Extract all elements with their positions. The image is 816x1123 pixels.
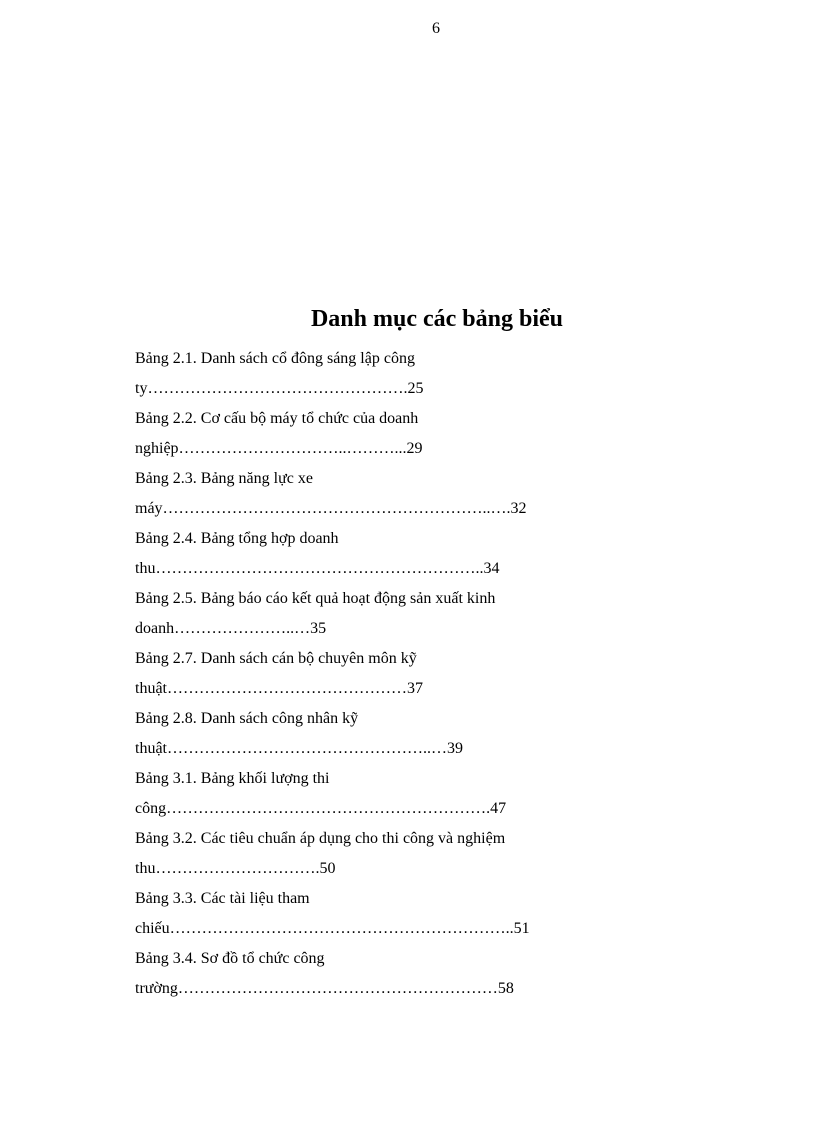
- entry-caption: Bảng 2.2. Cơ cấu bộ máy tổ chức của doanh: [135, 410, 419, 427]
- entry-leader: chiếu………………………………………………………..51: [135, 920, 530, 937]
- entry-caption: Bảng 2.3. Bảng năng lực xe: [135, 470, 313, 487]
- entry-leader: doanh…………………..…35: [135, 620, 327, 637]
- entry-caption: Bảng 3.3. Các tài liệu tham: [135, 890, 310, 907]
- page-title: Danh mục các bảng biểu: [310, 306, 564, 332]
- entry-leader: thuật…………………………………………..…39: [135, 740, 463, 757]
- list-item: [135, 464, 735, 524]
- list-item: [135, 884, 735, 944]
- entry-caption: Bảng 2.5. Bảng báo cáo kết quả hoạt động sản xuất kinh: [135, 590, 496, 607]
- entry-caption: Bảng 3.1. Bảng khối lượng thi: [135, 770, 330, 787]
- entry-caption: Bảng 2.7. Danh sách cán bộ chuyên môn kỹ: [135, 650, 417, 667]
- entry-caption: Bảng 2.8. Danh sách công nhân kỹ: [135, 710, 359, 727]
- list-item: [135, 764, 735, 824]
- entry-leader: thu……………………………………………………..34: [135, 560, 500, 577]
- entry-caption: Bảng 2.1. Danh sách cổ đông sáng lập công: [135, 350, 415, 367]
- entry-caption: Bảng 3.4. Sơ đồ tổ chức công: [135, 950, 325, 967]
- entry-caption: Bảng 2.4. Bảng tổng hợp doanh: [135, 530, 339, 547]
- list-item: [135, 404, 735, 464]
- list-item: [135, 344, 735, 404]
- entry-leader: thu………………………….50: [135, 860, 336, 877]
- entry-leader: máy……………………………………………………..….32: [135, 500, 527, 517]
- entry-leader: công…………………………………………………….47: [135, 800, 507, 817]
- table-list: [135, 344, 735, 1004]
- page-number: 6: [432, 20, 440, 37]
- list-item: [135, 704, 735, 764]
- list-item: [135, 584, 735, 644]
- entry-leader: trường……………………………………………………58: [135, 980, 514, 997]
- entry-leader: nghiệp…………………………..………...29: [135, 440, 423, 457]
- entry-leader: ty………………………………………….25: [135, 380, 424, 397]
- list-item: [135, 824, 735, 884]
- list-item: [135, 644, 735, 704]
- list-item: [135, 524, 735, 584]
- entry-caption: Bảng 3.2. Các tiêu chuẩn áp dụng cho thi công và nghiệm: [135, 830, 506, 847]
- entry-leader: thuật………………………………………37: [135, 680, 423, 697]
- list-item: [135, 944, 735, 1004]
